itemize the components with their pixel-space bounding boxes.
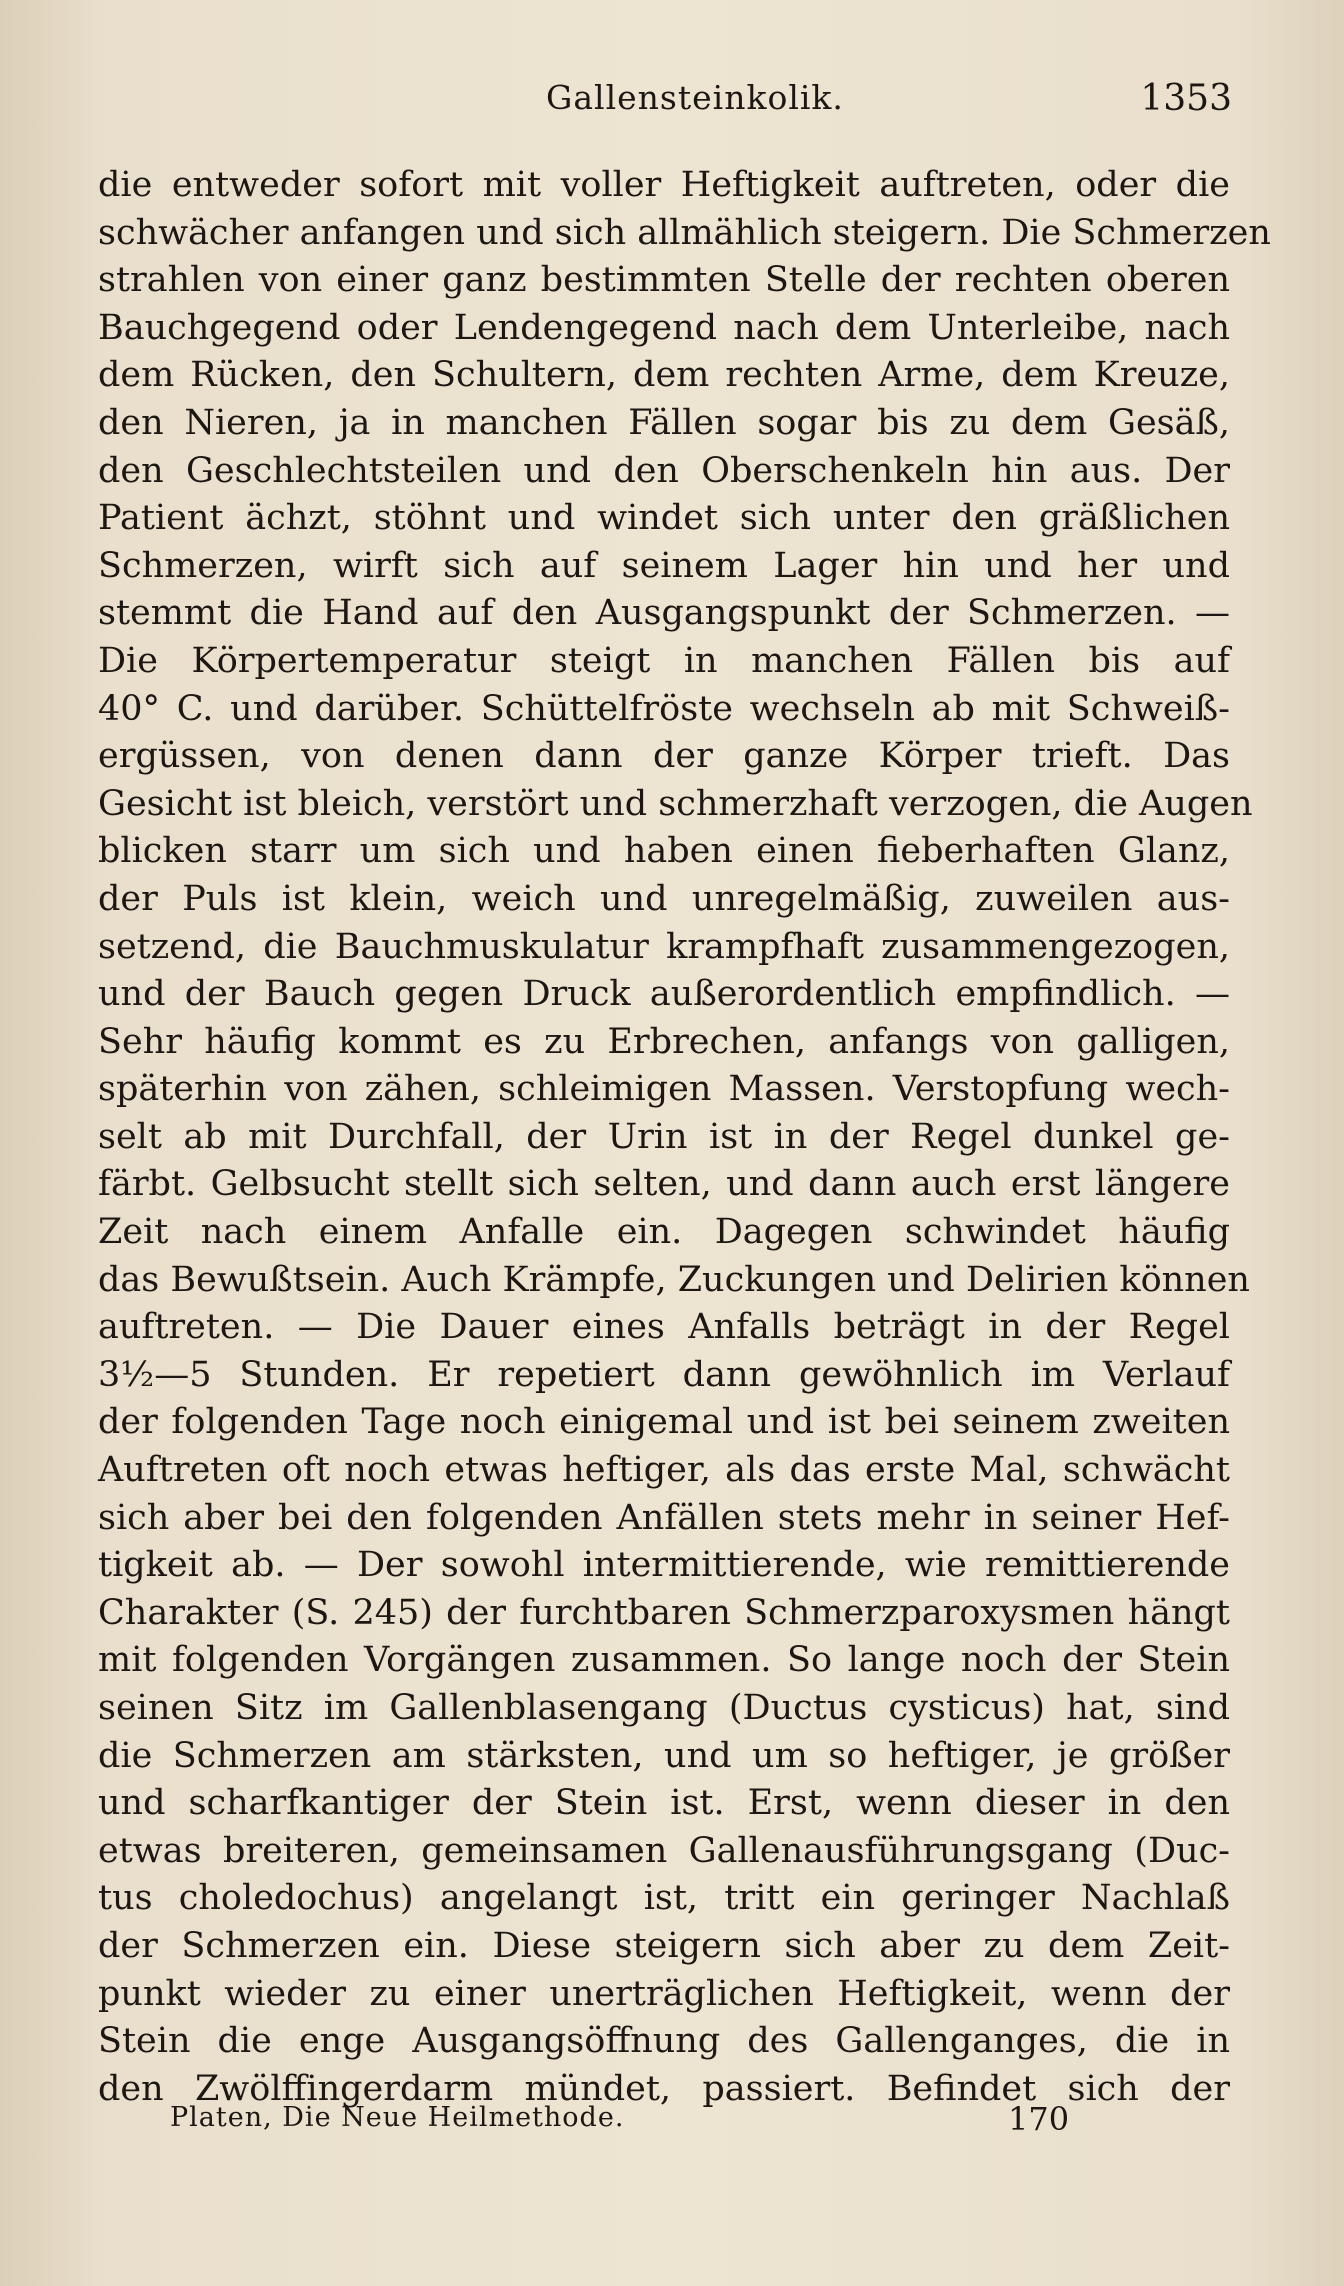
text-line: der Puls ist klein, weich und unregelmäßig, zuweilen aus- <box>98 878 1230 919</box>
text-line: Die Körpertemperatur steigt in manchen Fällen bis auf <box>98 640 1230 681</box>
text-line: Sehr häufig kommt es zu Erbrechen, anfangs von galligen, <box>98 1021 1230 1062</box>
text-line: stemmt die Hand auf den Ausgangspunkt der Schmerzen. — <box>98 593 1230 634</box>
footer-book-title: Platen, Die Neue Heilmethode. <box>170 2102 625 2133</box>
text-line: und scharfkantiger der Stein ist. Erst, wenn dieser in den <box>98 1783 1230 1824</box>
text-line: tus choledochus) angelangt ist, tritt ein geringer Nachlaß <box>98 1878 1230 1919</box>
footer-signature-number: 170 <box>1008 2100 1070 2138</box>
text-line: setzend, die Bauchmuskulatur krampfhaft zusammengezogen, <box>98 926 1230 967</box>
text-line: färbt. Gelbsucht stellt sich selten, und dann auch erst längere <box>98 1164 1230 1205</box>
text-line: ergüssen, von denen dann der ganze Körper trieft. Das <box>98 736 1230 777</box>
text-line: der Schmerzen ein. Diese steigern sich aber zu dem Zeit- <box>98 1925 1230 1966</box>
text-line: Charakter (S. 245) der furchtbaren Schmerzparoxysmen hängt <box>98 1592 1230 1633</box>
text-line: selt ab mit Durchfall, der Urin ist in der Regel dunkel ge- <box>98 1116 1230 1157</box>
text-line: blicken starr um sich und haben einen fieberhaften Glanz, <box>98 831 1230 872</box>
text-line: den Geschlechtsteilen und den Oberschenkeln hin aus. Der <box>98 450 1230 491</box>
text-line: auftreten. — Die Dauer eines Anfalls beträgt in der Regel <box>98 1307 1230 1348</box>
page-number: 1353 <box>1140 78 1232 119</box>
text-line: schwächer anfangen und sich allmählich steigern. Die Schmerzen <box>98 212 1271 253</box>
text-line: den Zwölffingerdarm mündet, passiert. Befindet sich der <box>98 2068 1230 2109</box>
text-line: seinen Sitz im Gallenblasengang (Ductus cysticus) hat, sind <box>98 1688 1230 1728</box>
text-line: Patient ächzt, stöhnt und windet sich unter den gräßlichen <box>98 498 1230 539</box>
text-line: Schmerzen, wirft sich auf seinem Lager hin und her und <box>98 545 1230 586</box>
text-line: tigkeit ab. — Der sowohl intermittierende, wie remittierende <box>98 1545 1230 1586</box>
text-line: etwas breiteren, gemeinsamen Gallenausführungsgang (Duc- <box>98 1830 1230 1871</box>
text-line: Zeit nach einem Anfalle ein. Dagegen schwindet häufig <box>98 1212 1230 1253</box>
text-line: Stein die enge Ausgangsöffnung des Gallenganges, die in <box>98 2021 1230 2062</box>
text-line: punkt wieder zu einer unerträglichen Heftigkeit, wenn der <box>98 1973 1230 2014</box>
text-line: die entweder sofort mit voller Heftigkeit auftreten, oder die <box>98 165 1230 205</box>
text-line: die Schmerzen am stärksten, und um so heftiger, je größer <box>98 1735 1230 1776</box>
text-line: Bauchgegend oder Lendengegend nach dem Unterleibe, nach <box>98 307 1230 348</box>
text-line: den Nieren, ja in manchen Fällen sogar bis zu dem Gesäß, <box>98 402 1230 443</box>
running-head: Gallensteinkolik. <box>546 78 844 117</box>
text-line: Gesicht ist bleich, verstört und schmerzhaft verzogen, die Augen <box>98 783 1253 824</box>
body-text <box>98 162 1271 2113</box>
text-line: sich aber bei den folgenden Anfällen stets mehr in seiner Hef- <box>98 1497 1230 1538</box>
text-line: späterhin von zähen, schleimigen Massen. Verstopfung wech- <box>98 1069 1230 1110</box>
text-line: 40° C. und darüber. Schüttelfröste wechseln ab mit Schweiß- <box>98 688 1230 729</box>
text-line: und der Bauch gegen Druck außerordentlich empfindlich. — <box>98 974 1230 1015</box>
text-line: strahlen von einer ganz bestimmten Stelle der rechten oberen <box>98 260 1230 301</box>
text-line: Auftreten oft noch etwas heftiger, als das erste Mal, schwächt <box>98 1450 1230 1491</box>
text-line: mit folgenden Vorgängen zusammen. So lange noch der Stein <box>98 1640 1230 1681</box>
text-line: 3½—5 Stunden. Er repetiert dann gewöhnlich im Verlauf <box>98 1354 1230 1395</box>
text-line: das Bewußtsein. Auch Krämpfe, Zuckungen und Delirien können <box>98 1259 1250 1300</box>
text-line: dem Rücken, den Schultern, dem rechten Arme, dem Kreuze, <box>98 355 1230 396</box>
text-line: der folgenden Tage noch einigemal und ist bei seinem zweiten <box>98 1402 1230 1443</box>
